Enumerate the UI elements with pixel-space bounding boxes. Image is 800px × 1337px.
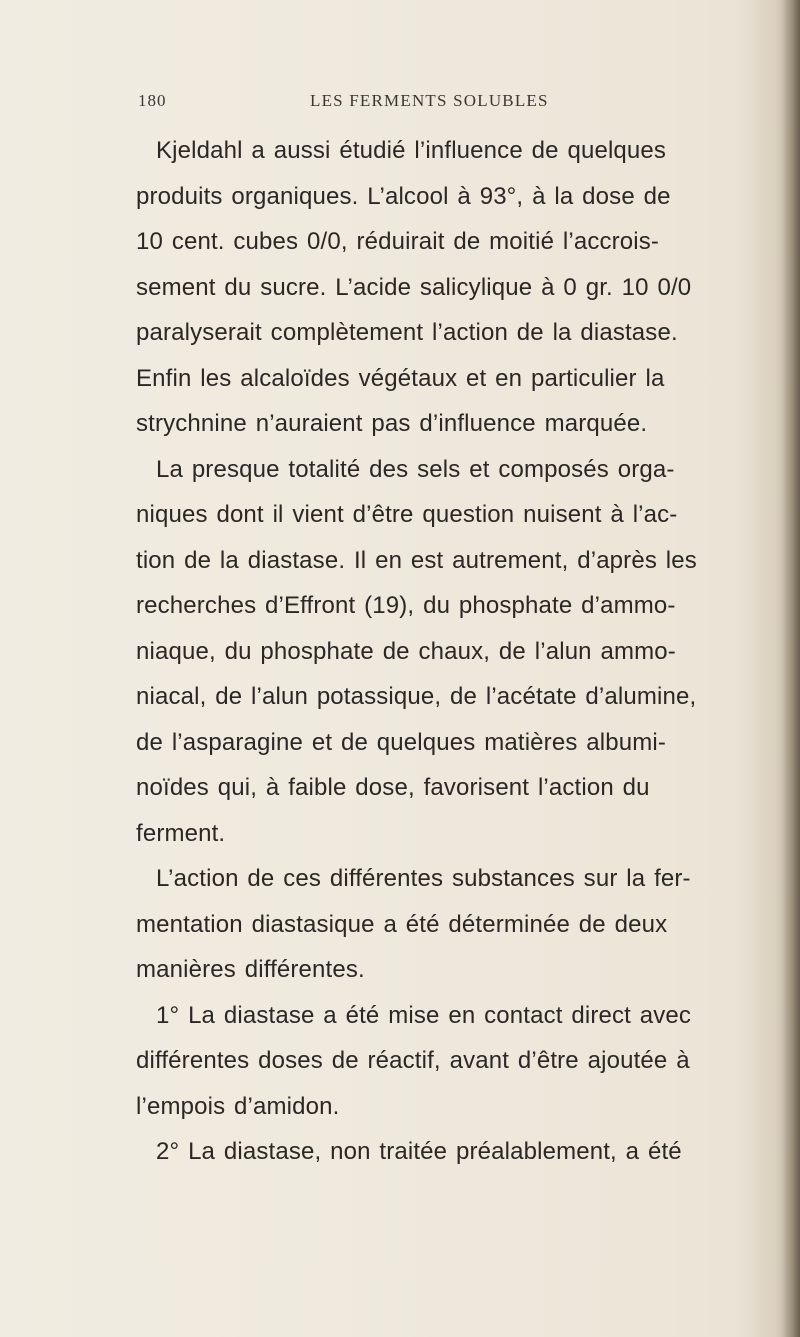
- text-line: 2° La diastase, non traitée préalablement, a été: [156, 1138, 682, 1165]
- text-line: l’empois d’amidon.: [136, 1092, 340, 1120]
- page-edge-shadow: [782, 0, 800, 1337]
- text-line: manières différentes.: [136, 956, 365, 983]
- text-line: La presque totalité des sels et composés orga-: [156, 455, 675, 483]
- text-line: Enfin les alcaloïdes végétaux et en particulier la: [136, 364, 665, 392]
- running-title: LES FERMENTS SOLUBLES: [310, 91, 549, 110]
- text-line: niaque, du phosphate de chaux, de l’alun ammo-: [136, 637, 676, 665]
- text-line: paralyserait complètement l’action de la diastase.: [136, 319, 678, 346]
- text-line: niques dont il vient d’être question nuisent à l’ac-: [136, 501, 678, 528]
- text-line: Kjeldahl a aussi étudié l’influence de quelques: [156, 137, 667, 164]
- text-line: ferment.: [136, 819, 226, 847]
- running-header: [138, 91, 608, 115]
- text-line: différentes doses de réactif, avant d’être ajoutée à: [136, 1047, 690, 1074]
- text-line: noïdes qui, à faible dose, favorisent l’action du: [136, 774, 650, 801]
- text-line: sement du sucre. L’acide salicylique à 0 gr. 10 0/0: [136, 273, 692, 301]
- text-line: tion de la diastase. Il en est autrement, d’après les: [136, 546, 697, 574]
- page-number: 180: [138, 91, 167, 110]
- text-line: 10 cent. cubes 0/0, réduirait de moitié l’accrois-: [136, 228, 660, 255]
- text-line: mentation diastasique a été déterminée de deux: [136, 910, 668, 938]
- text-line: niacal, de l’alun potassique, de l’acétate d’alumine,: [136, 683, 697, 710]
- text-line: produits organiques. L’alcool à 93°, à la dose de: [136, 182, 671, 210]
- text-line: strychnine n’auraient pas d’influence marquée.: [136, 410, 648, 437]
- body-text: [136, 128, 776, 1175]
- text-line: de l’asparagine et de quelques matières albumi-: [136, 728, 667, 756]
- text-line: L’action de ces différentes substances sur la fer-: [156, 865, 691, 892]
- text-line: 1° La diastase a été mise en contact direct avec: [156, 1001, 692, 1029]
- text-line: recherches d’Effront (19), du phosphate d’ammo-: [136, 592, 676, 619]
